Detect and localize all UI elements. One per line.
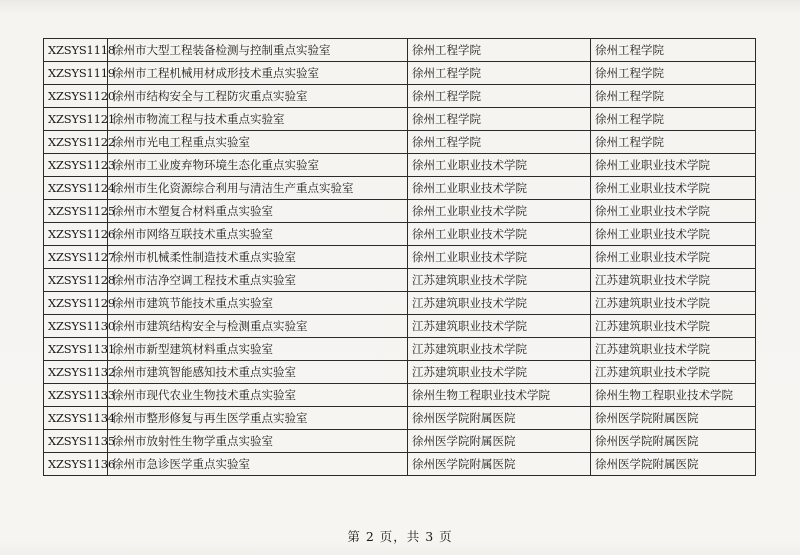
lab-code-cell: XZSYS1127 <box>44 246 108 269</box>
lab-code-cell: XZSYS1126 <box>44 223 108 246</box>
lab-name-cell: 徐州市光电工程重点实验室 <box>108 131 408 154</box>
lab-name-cell: 徐州市放射性生物学重点实验室 <box>108 430 408 453</box>
table-row <box>44 39 756 62</box>
lab-name-cell: 徐州市洁净空调工程技术重点实验室 <box>108 269 408 292</box>
table-row <box>44 292 756 315</box>
unit-cell: 徐州工程学院 <box>408 62 591 85</box>
lab-code-cell: XZSYS1134 <box>44 407 108 430</box>
unit-cell: 徐州工程学院 <box>408 108 591 131</box>
supervisor-cell: 徐州工程学院 <box>591 62 756 85</box>
lab-code-cell: XZSYS1121 <box>44 108 108 131</box>
lab-code-cell: XZSYS1136 <box>44 453 108 476</box>
unit-cell: 徐州工程学院 <box>408 85 591 108</box>
table-row <box>44 85 756 108</box>
supervisor-cell: 徐州工程学院 <box>591 85 756 108</box>
lab-name-cell: 徐州市机械柔性制造技术重点实验室 <box>108 246 408 269</box>
supervisor-cell: 江苏建筑职业技术学院 <box>591 361 756 384</box>
unit-cell: 徐州医学院附属医院 <box>408 430 591 453</box>
unit-cell: 徐州医学院附属医院 <box>408 453 591 476</box>
lab-name-cell: 徐州市工业废弃物环境生态化重点实验室 <box>108 154 408 177</box>
lab-name-cell: 徐州市大型工程装备检测与控制重点实验室 <box>108 39 408 62</box>
unit-cell: 徐州工业职业技术学院 <box>408 223 591 246</box>
lab-code-cell: XZSYS1131 <box>44 338 108 361</box>
lab-code-cell: XZSYS1132 <box>44 361 108 384</box>
lab-code-cell: XZSYS1130 <box>44 315 108 338</box>
table-body <box>44 39 756 476</box>
unit-cell: 徐州工程学院 <box>408 39 591 62</box>
supervisor-cell: 徐州工业职业技术学院 <box>591 223 756 246</box>
lab-name-cell: 徐州市建筑节能技术重点实验室 <box>108 292 408 315</box>
table-row <box>44 453 756 476</box>
table-row <box>44 407 756 430</box>
lab-code-cell: XZSYS1123 <box>44 154 108 177</box>
lab-name-cell: 徐州市结构安全与工程防灾重点实验室 <box>108 85 408 108</box>
lab-name-cell: 徐州市建筑智能感知技术重点实验室 <box>108 361 408 384</box>
lab-name-cell: 徐州市网络互联技术重点实验室 <box>108 223 408 246</box>
lab-code-cell: XZSYS1124 <box>44 177 108 200</box>
unit-cell: 徐州工程学院 <box>408 131 591 154</box>
lab-code-cell: XZSYS1125 <box>44 200 108 223</box>
unit-cell: 徐州工业职业技术学院 <box>408 200 591 223</box>
supervisor-cell: 江苏建筑职业技术学院 <box>591 315 756 338</box>
lab-name-cell: 徐州市物流工程与技术重点实验室 <box>108 108 408 131</box>
lab-name-cell: 徐州市工程机械用材成形技术重点实验室 <box>108 62 408 85</box>
table-row <box>44 177 756 200</box>
table-row <box>44 154 756 177</box>
lab-code-cell: XZSYS1119 <box>44 62 108 85</box>
lab-code-cell: XZSYS1122 <box>44 131 108 154</box>
table-row <box>44 200 756 223</box>
supervisor-cell: 徐州医学院附属医院 <box>591 407 756 430</box>
table-row <box>44 384 756 407</box>
unit-cell: 徐州生物工程职业技术学院 <box>408 384 591 407</box>
supervisor-cell: 徐州工程学院 <box>591 131 756 154</box>
unit-cell: 徐州工业职业技术学院 <box>408 154 591 177</box>
table-row <box>44 131 756 154</box>
lab-name-cell: 徐州市新型建筑材料重点实验室 <box>108 338 408 361</box>
table-row <box>44 361 756 384</box>
supervisor-cell: 江苏建筑职业技术学院 <box>591 292 756 315</box>
lab-name-cell: 徐州市生化资源综合利用与清洁生产重点实验室 <box>108 177 408 200</box>
table-row <box>44 315 756 338</box>
supervisor-cell: 徐州工程学院 <box>591 39 756 62</box>
lab-code-cell: XZSYS1133 <box>44 384 108 407</box>
page-number: 第 2 页，共 3 页 <box>347 529 453 544</box>
supervisor-cell: 江苏建筑职业技术学院 <box>591 269 756 292</box>
supervisor-cell: 徐州生物工程职业技术学院 <box>591 384 756 407</box>
unit-cell: 江苏建筑职业技术学院 <box>408 315 591 338</box>
table-row <box>44 246 756 269</box>
table-row <box>44 430 756 453</box>
lab-name-cell: 徐州市整形修复与再生医学重点实验室 <box>108 407 408 430</box>
unit-cell: 徐州工业职业技术学院 <box>408 246 591 269</box>
supervisor-cell: 徐州工业职业技术学院 <box>591 154 756 177</box>
table-row <box>44 338 756 361</box>
table-row <box>44 62 756 85</box>
lab-list-table <box>43 38 756 476</box>
lab-code-cell: XZSYS1128 <box>44 269 108 292</box>
lab-code-cell: XZSYS1135 <box>44 430 108 453</box>
lab-code-cell: XZSYS1129 <box>44 292 108 315</box>
unit-cell: 江苏建筑职业技术学院 <box>408 361 591 384</box>
unit-cell: 徐州工业职业技术学院 <box>408 177 591 200</box>
supervisor-cell: 徐州工业职业技术学院 <box>591 200 756 223</box>
lab-code-cell: XZSYS1120 <box>44 85 108 108</box>
table-row <box>44 223 756 246</box>
lab-code-cell: XZSYS1118 <box>44 39 108 62</box>
supervisor-cell: 徐州工程学院 <box>591 108 756 131</box>
lab-name-cell: 徐州市建筑结构安全与检测重点实验室 <box>108 315 408 338</box>
supervisor-cell: 徐州工业职业技术学院 <box>591 177 756 200</box>
lab-name-cell: 徐州市现代农业生物技术重点实验室 <box>108 384 408 407</box>
supervisor-cell: 江苏建筑职业技术学院 <box>591 338 756 361</box>
unit-cell: 江苏建筑职业技术学院 <box>408 292 591 315</box>
unit-cell: 江苏建筑职业技术学院 <box>408 269 591 292</box>
table-row <box>44 108 756 131</box>
unit-cell: 江苏建筑职业技术学院 <box>408 338 591 361</box>
supervisor-cell: 徐州医学院附属医院 <box>591 430 756 453</box>
lab-name-cell: 徐州市木塑复合材料重点实验室 <box>108 200 408 223</box>
supervisor-cell: 徐州工业职业技术学院 <box>591 246 756 269</box>
lab-name-cell: 徐州市急诊医学重点实验室 <box>108 453 408 476</box>
supervisor-cell: 徐州医学院附属医院 <box>591 453 756 476</box>
unit-cell: 徐州医学院附属医院 <box>408 407 591 430</box>
table-row <box>44 269 756 292</box>
